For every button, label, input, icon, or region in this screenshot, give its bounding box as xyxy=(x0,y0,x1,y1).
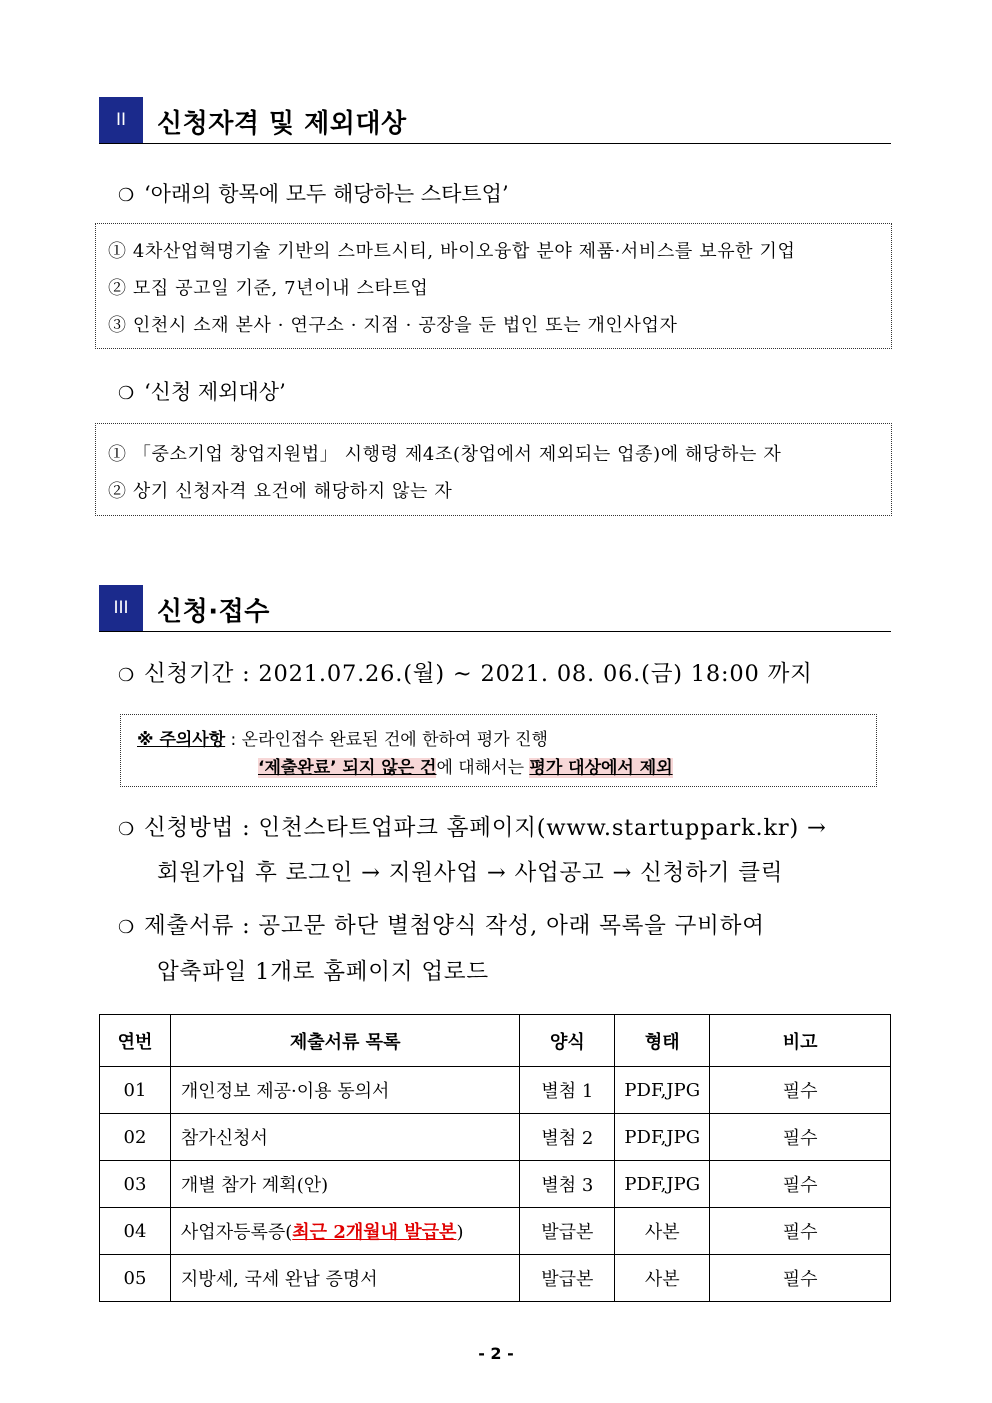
cell-no: 03 xyxy=(100,1161,171,1208)
cell-form: 별첨 3 xyxy=(520,1161,615,1208)
eligible-heading-line xyxy=(118,178,509,208)
cell-type: PDF,JPG xyxy=(615,1067,710,1114)
eligible-item: ② 모집 공고일 기준, 7년이내 스타트업 xyxy=(108,278,429,299)
section-number-badge: II xyxy=(99,97,143,143)
table-row xyxy=(100,1114,891,1161)
cell-type: PDF,JPG xyxy=(615,1114,710,1161)
table-row xyxy=(100,1208,891,1255)
cell-type: PDF,JPG xyxy=(615,1161,710,1208)
application-method: 신청방법 : 인천스타트업파크 홈페이지(www.startuppark.kr) → xyxy=(144,815,827,841)
cell-document: 개인정보 제공·이용 동의서 xyxy=(170,1067,519,1114)
cell-form: 발급본 xyxy=(520,1208,615,1255)
bullet-icon: ❍ xyxy=(118,917,135,938)
documents-line-1 xyxy=(118,908,765,940)
document-name-suffix: ) xyxy=(456,1222,464,1243)
section-number-badge: III xyxy=(99,585,143,631)
notice-box xyxy=(120,714,877,787)
cell-note: 필수 xyxy=(710,1255,891,1302)
cell-note: 필수 xyxy=(710,1208,891,1255)
table-row xyxy=(100,1161,891,1208)
cell-note: 필수 xyxy=(710,1161,891,1208)
required-documents: 제출서류 : 공고문 하단 별첨양식 작성, 아래 목록을 구비하여 xyxy=(144,913,765,939)
notice-highlight: 평가 대상에서 제외 xyxy=(529,758,673,778)
excluded-heading-line xyxy=(118,376,286,406)
excluded-heading: ‘신청 제외대상’ xyxy=(144,380,286,404)
cell-note: 필수 xyxy=(710,1114,891,1161)
cell-form: 발급본 xyxy=(520,1255,615,1302)
cell-document xyxy=(170,1208,519,1255)
header-document: 제출서류 목록 xyxy=(170,1015,519,1067)
cell-no: 02 xyxy=(100,1114,171,1161)
notice-text: 에 대해서는 xyxy=(436,758,530,778)
eligible-box xyxy=(95,223,892,349)
method-line-1 xyxy=(118,810,827,842)
cell-document: 참가신청서 xyxy=(170,1114,519,1161)
method-line-2: 회원가입 후 로그인 → 지원사업 → 사업공고 → 신청하기 클릭 xyxy=(157,860,784,886)
eligible-item: ① 4차산업혁명기술 기반의 스마트시티, 바이오융합 분야 제품·서비스를 보유한 기업 xyxy=(108,241,796,262)
cell-form: 별첨 1 xyxy=(520,1067,615,1114)
cell-no: 04 xyxy=(100,1208,171,1255)
excluded-item: ② 상기 신청자격 요건에 해당하지 않는 자 xyxy=(108,481,453,502)
header-note: 비고 xyxy=(710,1015,891,1067)
cell-document: 개별 참가 계획(안) xyxy=(170,1161,519,1208)
period-line xyxy=(118,656,813,688)
bullet-icon: ❍ xyxy=(118,819,135,840)
table-header-row xyxy=(100,1015,891,1067)
documents-line-2: 압축파일 1개로 홈페이지 업로드 xyxy=(157,959,489,985)
cell-form: 별첨 2 xyxy=(520,1114,615,1161)
bullet-icon: ❍ xyxy=(118,383,135,404)
cell-type: 사본 xyxy=(615,1255,710,1302)
section-3-header xyxy=(99,585,891,632)
notice-text: : 온라인접수 완료된 건에 한하여 평가 진행 xyxy=(225,730,548,750)
notice-line-1 xyxy=(137,725,548,750)
table-row xyxy=(100,1067,891,1114)
eligible-item: ③ 인천시 소재 본사 · 연구소 · 지점 · 공장을 둔 법인 또는 개인사업자 xyxy=(108,315,678,336)
notice-label: ※ 주의사항 xyxy=(137,730,226,750)
bullet-icon: ❍ xyxy=(118,665,135,686)
cell-no: 05 xyxy=(100,1255,171,1302)
excluded-item: ① 「중소기업 창업지원법」 시행령 제4조(창업에서 제외되는 업종)에 해당하는 자 xyxy=(108,444,782,465)
notice-highlight: ‘제출완료’ 되지 않은 건 xyxy=(258,758,437,778)
document-name: 사업자등록증( xyxy=(180,1222,293,1243)
notice-line-2 xyxy=(258,753,673,778)
page-number: - 2 - xyxy=(478,1344,514,1363)
table-row xyxy=(100,1255,891,1302)
header-no: 연번 xyxy=(100,1015,171,1067)
documents-table xyxy=(99,1014,891,1302)
excluded-box xyxy=(95,423,892,516)
section-2-header xyxy=(99,97,891,144)
header-form: 양식 xyxy=(520,1015,615,1067)
section-title: 신청·접수 xyxy=(157,597,270,627)
cell-type: 사본 xyxy=(615,1208,710,1255)
section-title: 신청자격 및 제외대상 xyxy=(157,109,407,139)
header-type: 형태 xyxy=(615,1015,710,1067)
cell-document: 지방세, 국세 완납 증명서 xyxy=(170,1255,519,1302)
cell-no: 01 xyxy=(100,1067,171,1114)
application-period: 신청기간 : 2021.07.26.(월) ~ 2021. 08. 06.(금) 18:00 까지 xyxy=(144,661,813,687)
bullet-icon: ❍ xyxy=(118,185,135,206)
document-name-emphasis: 최근 2개월내 발급본 xyxy=(292,1222,457,1243)
cell-note: 필수 xyxy=(710,1067,891,1114)
eligible-heading: ‘아래의 항목에 모두 해당하는 스타트업’ xyxy=(144,182,509,206)
